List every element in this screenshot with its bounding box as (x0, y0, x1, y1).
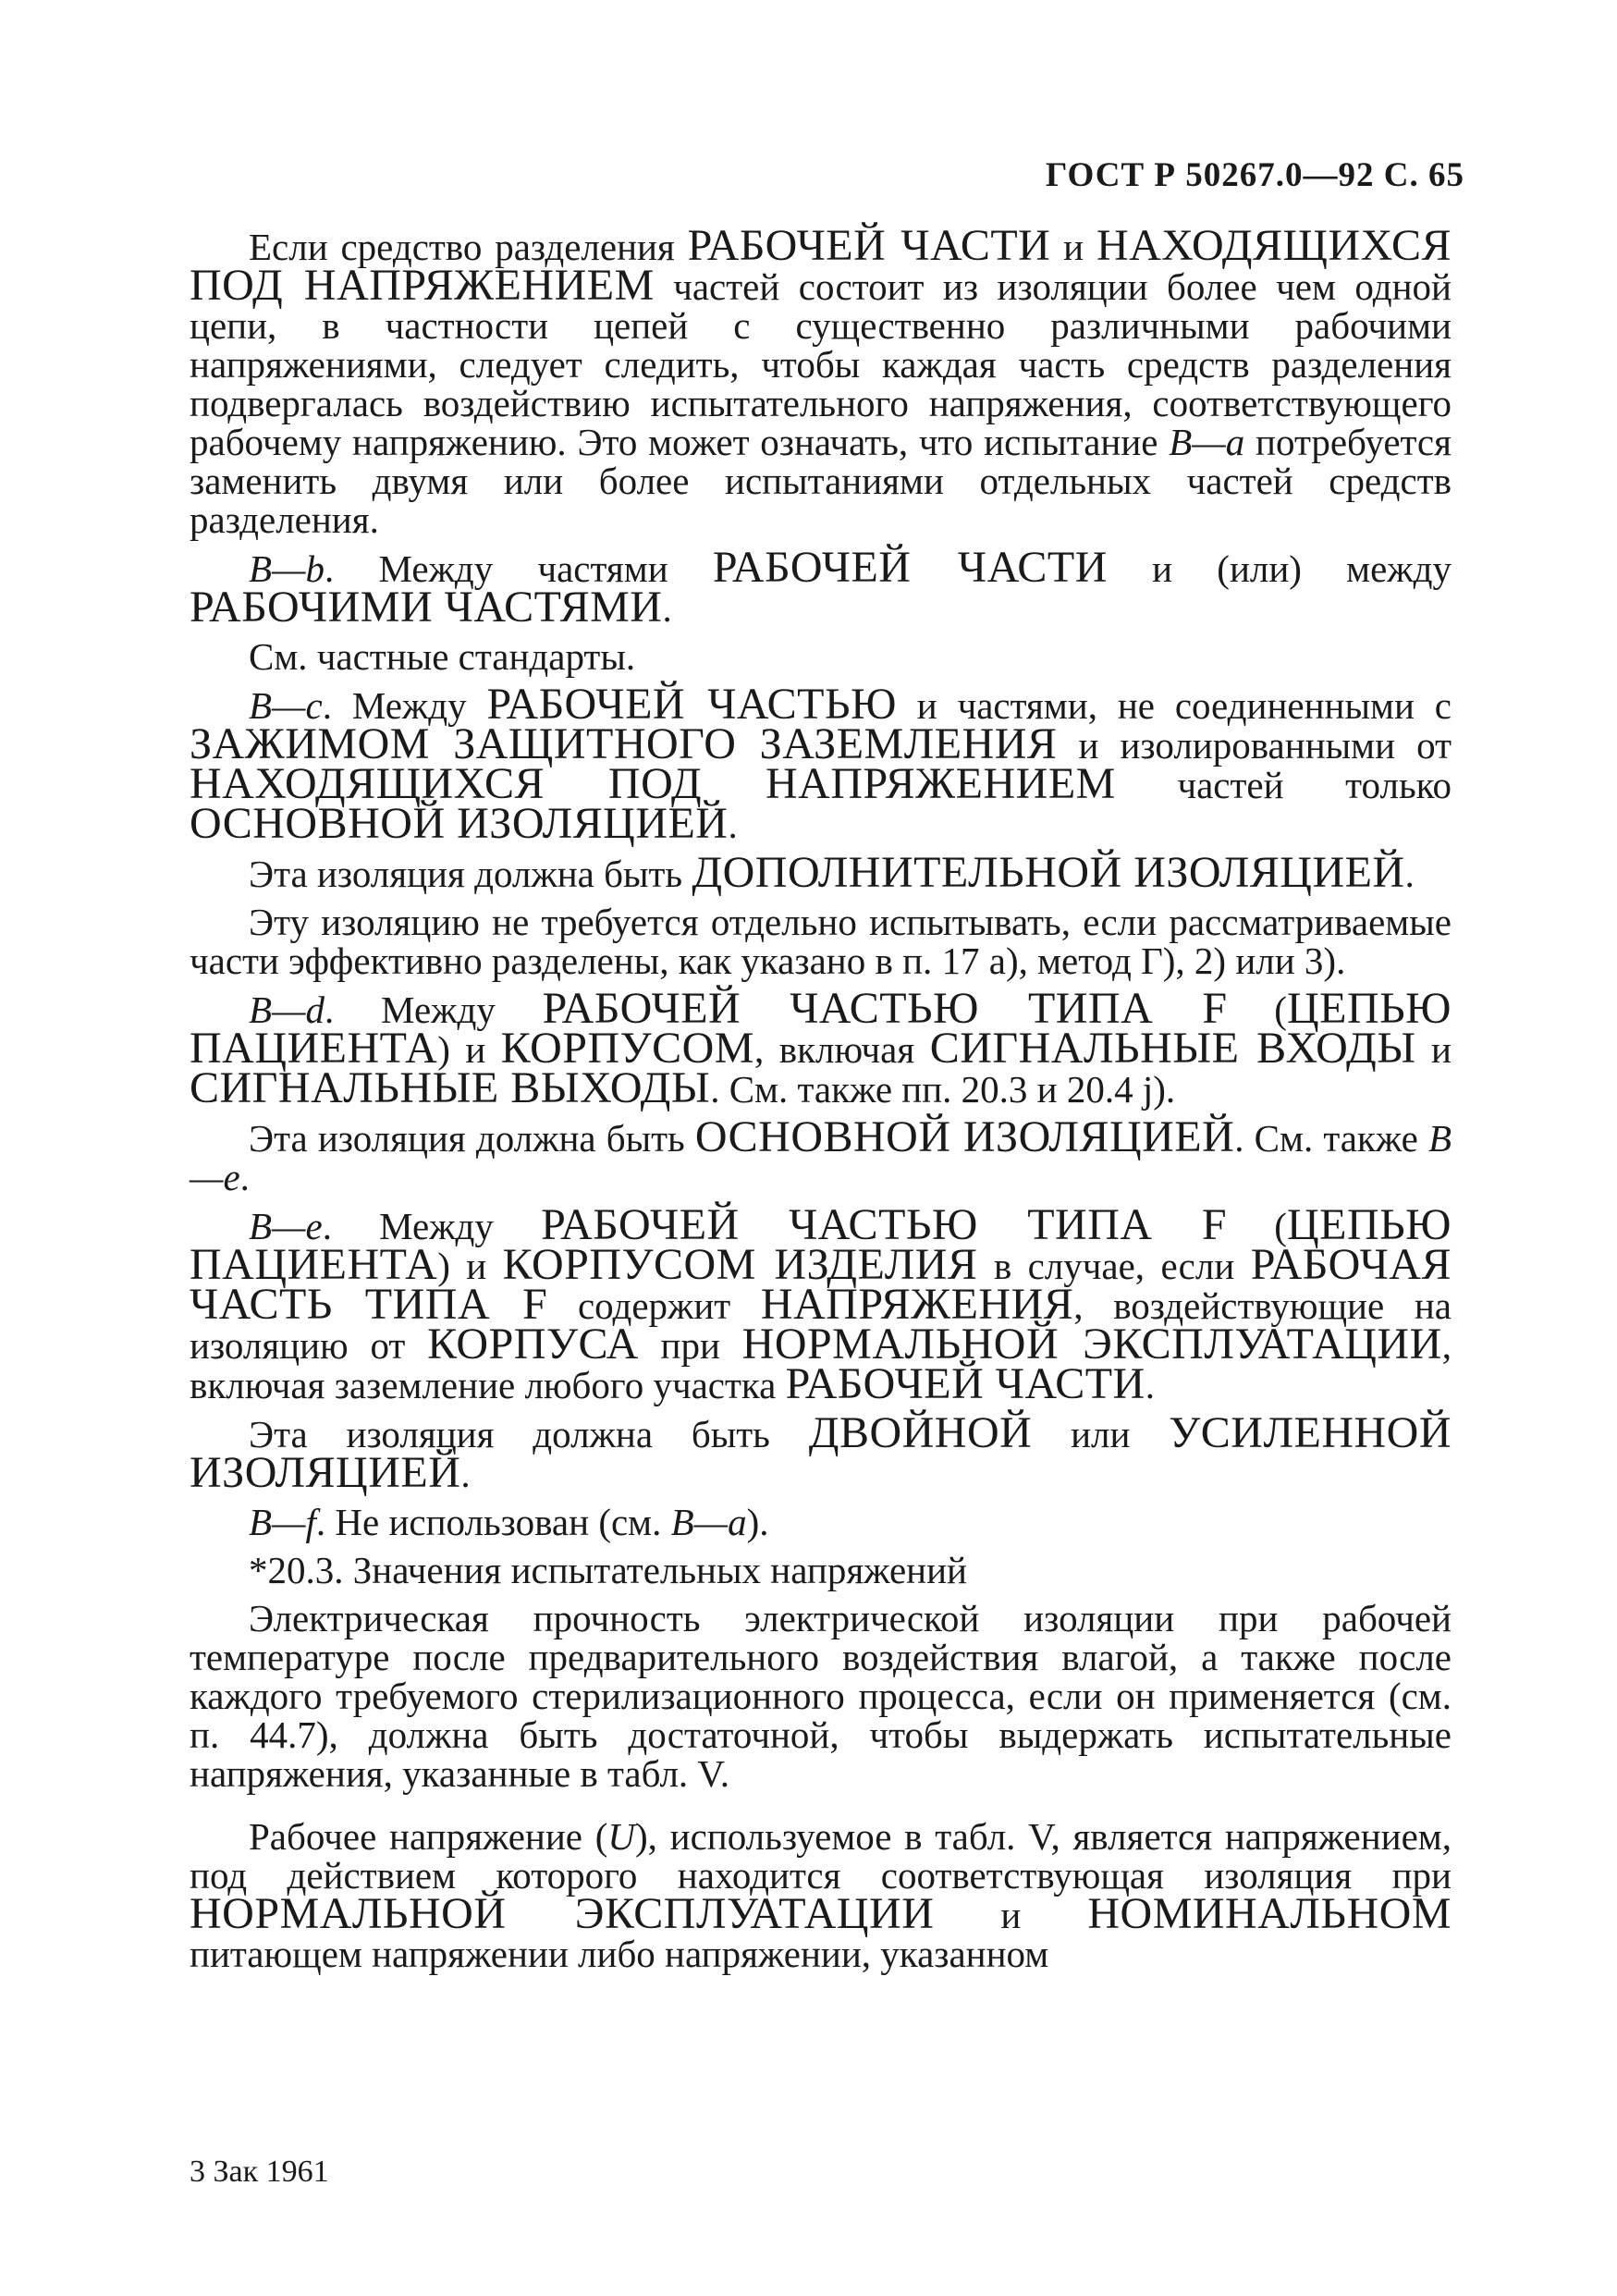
defined-term: РАБОЧЕЙ ЧАСТЬЮ (486, 680, 897, 729)
defined-term: ЦЕПЬЮ ПАЦИЕНТА (190, 1200, 1452, 1289)
paragraph: Эта изоляция должна быть ОСНОВНОЙ ИЗОЛЯЦИЕЙ. См. также В—е. (190, 1112, 1452, 1198)
defined-term: ЦЕПЬЮ ПАЦИЕНТА (190, 984, 1452, 1073)
defined-term: НАХОДЯЩИХСЯ ПОД НАПРЯЖЕНИЕМ (190, 221, 1452, 310)
test-ref: В—b (249, 547, 325, 590)
paragraph: Эта изоляция должна быть ДВОЙНОЙ или УСИЛЕННОЙ ИЗОЛЯЦИЕЙ. (190, 1408, 1452, 1497)
defined-term: НОРМАЛЬНОЙ ЭКСПЛУАТАЦИИ (741, 1320, 1442, 1369)
paragraph: Электрическая прочность электрической изоляции при рабочей температуре после предварительного воздействия влагой, а также после каждого требуемого стерилизационного процесса, если он применяется (см. п. 44.7), должна быть достаточной, чтобы выдержать испытательные напряжения, указанные в табл. V. (190, 1597, 1452, 1795)
paragraph: См. частные стандарты. (249, 635, 636, 678)
defined-term: НАХОДЯЩИХСЯ ПОД НАПРЯЖЕНИЕМ (190, 759, 1116, 808)
defined-term: СИГНАЛЬНЫЕ ВЫХОДЫ (190, 1063, 711, 1112)
paragraph: В—е. Между РАБОЧЕЙ ЧАСТЬЮ ТИПА F (ЦЕПЬЮ ПАЦИЕНТА) и КОРПУСОМ ИЗДЕЛИЯ в случае, если РАБОЧАЯ ЧАСТЬ ТИПА F содержит НАПРЯЖЕНИЯ, воздействующие на изоляцию от КОРПУСА при НОРМАЛЬНОЙ ЭКСПЛУАТАЦИИ, включая заземление любого участка РАБОЧЕЙ ЧАСТИ. (190, 1200, 1452, 1408)
defined-term: УСИЛЕННОЙ ИЗОЛЯЦИЕЙ (190, 1408, 1452, 1497)
defined-term: РАБОЧЕЙ ЧАСТЬЮ ТИПА F (542, 984, 1228, 1033)
defined-term: РАБОЧИМИ ЧАСТЯМИ (190, 583, 663, 632)
test-ref: В—f (249, 1501, 316, 1543)
defined-term: СИГНАЛЬНЫЕ ВХОДЫ (929, 1024, 1416, 1073)
defined-term: НАПРЯЖЕНИЯ (760, 1280, 1074, 1329)
defined-term: КОРПУСА (427, 1320, 639, 1369)
defined-term: ЗАЖИМОМ ЗАЩИТНОГО ЗАЗЕМЛЕНИЯ (190, 719, 1058, 768)
test-ref: В—е (190, 1117, 1452, 1198)
print-signature: 3 Зак 1961 (190, 2155, 329, 2189)
test-ref: В—d (249, 988, 325, 1031)
defined-term: РАБОЧЕЙ ЧАСТЬЮ ТИПА F (541, 1200, 1228, 1249)
defined-term: КОРПУСОМ ИЗДЕЛИЯ (502, 1240, 978, 1289)
test-ref: В—а (670, 1501, 747, 1543)
defined-term: НОРМАЛЬНОЙ ЭКСПЛУАТАЦИИ (190, 1889, 935, 1938)
paragraph: Если средство разделения РАБОЧЕЙ ЧАСТИ и НАХОДЯЩИХСЯ ПОД НАПРЯЖЕНИЕМ частей состоит из изоляции более чем одной цепи, в частности цепей с существенно различными рабочими напряжениями, следует следить, чтобы каждая часть средств разделения подвергалась воздействию испытательного напряжения, соответствующего рабочему напряжению. Это может означать, что испытание В—а потребуется заменить двумя или более испытаниями отдельных частей средств разделения. (190, 221, 1452, 541)
paragraph: Эта изоляция должна быть ДОПОЛНИТЕЛЬНОЙ ИЗОЛЯЦИЕЙ. (249, 848, 1415, 897)
defined-term: ДОПОЛНИТЕЛЬНОЙ ИЗОЛЯЦИЕЙ (692, 848, 1405, 897)
symbol: U (607, 1815, 635, 1858)
test-ref: В—с (249, 684, 323, 727)
paragraph: В—с. Между РАБОЧЕЙ ЧАСТЬЮ и частями, не соединенными с ЗАЖИМОМ ЗАЩИТНОГО ЗАЗЕМЛЕНИЯ и изолированными от НАХОДЯЩИХСЯ ПОД НАПРЯЖЕНИЕМ частей только ОСНОВНОЙ ИЗОЛЯЦИЕЙ. (190, 680, 1452, 848)
defined-term: ДВОЙНОЙ (808, 1408, 1033, 1457)
test-ref: В—е (249, 1205, 323, 1247)
defined-term: ОСНОВНОЙ ИЗОЛЯЦИЕЙ (694, 1112, 1235, 1161)
defined-term: РАБОЧЕЙ ЧАСТИ (712, 543, 1108, 592)
paragraph: В—f. Не использован (см. В—а). (249, 1501, 769, 1543)
paragraph: В—b. Между частями РАБОЧЕЙ ЧАСТИ и (или) между РАБОЧИМИ ЧАСТЯМИ. (190, 543, 1452, 632)
section-heading: *20.3. Значения испытательных напряжений (249, 1549, 967, 1591)
defined-term: ОСНОВНОЙ ИЗОЛЯЦИЕЙ (190, 799, 729, 848)
defined-term: РАБОЧАЯ ЧАСТЬ ТИПА F (190, 1240, 1452, 1329)
defined-term: НОМИНАЛЬНОМ (1087, 1889, 1452, 1938)
running-header: ГОСТ Р 50267.0—92 С. 65 (1045, 156, 1464, 194)
defined-term: РАБОЧЕЙ ЧАСТИ (687, 221, 1051, 270)
paragraph: Рабочее напряжение (U), используемое в табл. V, является напряжением, под действием которого находится соответствующая изоляция при НОРМАЛЬНОЙ ЭКСПЛУАТАЦИИ и НОМИНАЛЬНОМ питающем напряжении либо напряжении, указанном (190, 1815, 1452, 1975)
paragraph: Эту изоляцию не требуется отдельно испытывать, если рассматриваемые части эффективно разделены, как указано в п. 17 а), метод Г), 2) или 3). (190, 901, 1452, 982)
document-body (190, 221, 1452, 1983)
defined-term: КОРПУСОМ (500, 1024, 754, 1073)
paragraph: В—d. Между РАБОЧЕЙ ЧАСТЬЮ ТИПА F (ЦЕПЬЮ ПАЦИЕНТА) и КОРПУСОМ, включая СИГНАЛЬНЫЕ ВХОДЫ и СИГНАЛЬНЫЕ ВЫХОДЫ. См. также пп. 20.3 и 20.4 j). (190, 984, 1452, 1112)
test-ref: В—а (1169, 421, 1245, 463)
defined-term: РАБОЧЕЙ ЧАСТИ (785, 1359, 1145, 1408)
